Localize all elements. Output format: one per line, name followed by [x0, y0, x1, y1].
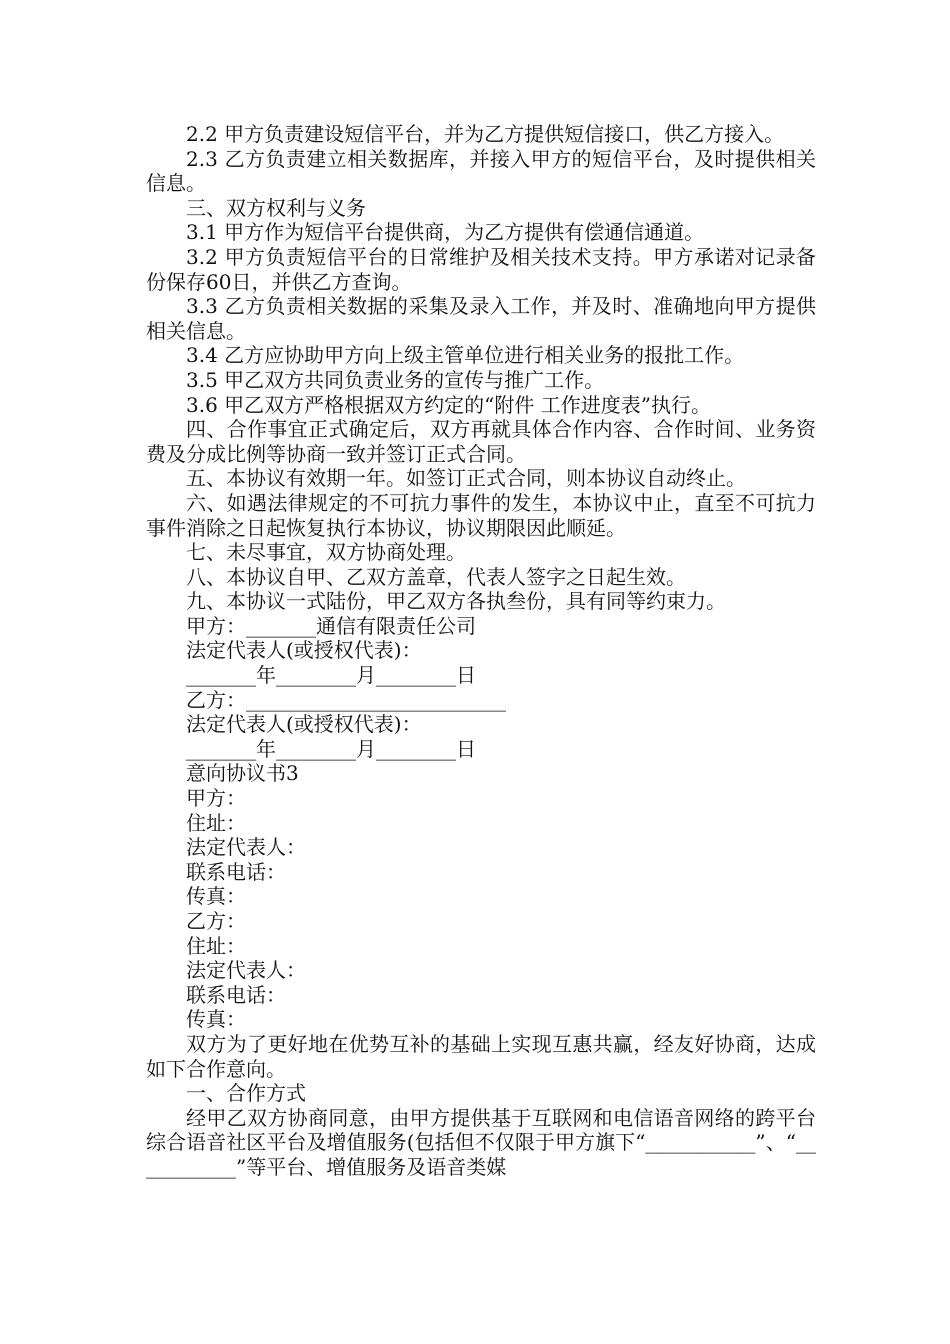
section-4: 四、合作事宜正式确定后，双方再就具体合作内容、合作时间、业务资费及分成比例等协商一致并签订正式合同。: [146, 417, 816, 466]
clause-2-3: 2.3 乙方负责建立相关数据库，并接入甲方的短信平台，及时提供相关信息。: [146, 146, 816, 196]
clause-3-5: 3.5 甲乙双方共同负责业务的宣传与推广工作。: [186, 367, 605, 392]
clause-3-4: 3.4 乙方应协助甲方向上级主管单位进行相关业务的报批工作。: [186, 343, 745, 368]
cooperation-method: 经甲乙双方协商同意，由甲方提供基于互联网和电信语音网络的跨平台综合语音社区平台及增值服务(包括但不仅限于甲方旗下“___________”、“___________”等平台、增值服务及语音类媒: [146, 1105, 816, 1179]
clause-3-3: 3.3 乙方负责相关数据的采集及录入工作，并及时、准确地向甲方提供相关信息。: [146, 294, 816, 343]
section-3-heading: 三、双方权利与义务: [186, 195, 366, 220]
clause-2-2: 2.2 甲方负责建设短信平台，并为乙方提供短信接口，供乙方接入。: [186, 122, 785, 146]
party-b-legal-rep: 法定代表人：: [186, 958, 306, 983]
agreement-3-title: 意向协议书3: [186, 761, 299, 786]
party-b-representative: 法定代表人(或授权代表)：: [186, 712, 422, 737]
document-page: [146, 122, 816, 1180]
party-a-fax: 传真：: [186, 884, 246, 909]
party-a-address: 住址：: [186, 810, 246, 835]
section-5: 五、本协议有效期一年。如签订正式合同，则本协议自动终止。: [186, 466, 746, 491]
party-a-legal-rep: 法定代表人：: [186, 835, 306, 860]
section-1-heading: 一、合作方式: [186, 1081, 306, 1106]
party-b-address: 住址：: [186, 933, 246, 958]
party-b-label: 乙方：: [186, 909, 246, 933]
party-a-phone: 联系电话：: [186, 859, 286, 884]
party-b-signature: 乙方：__________________________: [186, 687, 506, 712]
section-6: 六、如遇法律规定的不可抗力事件的发生，本协议中止，直至不可抗力事件消除之日起恢复执行本协议，协议期限因此顺延。: [146, 490, 816, 540]
party-b-date: _______年________月________日: [186, 736, 476, 761]
clause-3-2: 3.2 甲方负责短信平台的日常维护及相关技术支持。甲方承诺对记录备份保存60日，并供乙方查询。: [146, 244, 816, 294]
party-a-date: _______年________月________日: [186, 663, 476, 688]
party-b-fax: 传真：: [186, 1007, 246, 1032]
party-a-representative: 法定代表人(或授权代表)：: [186, 638, 422, 663]
party-a-label: 甲方：: [186, 786, 246, 811]
party-a-signature: 甲方：_______通信有限责任公司: [186, 613, 476, 638]
section-8: 八、本协议自甲、乙双方盖章，代表人签字之日起生效。: [186, 564, 686, 589]
section-7: 七、未尽事宜，双方协商处理。: [186, 540, 466, 565]
preamble: 双方为了更好地在优势互补的基础上实现互惠共赢，经友好协商，达成如下合作意向。: [146, 1031, 816, 1081]
section-9: 九、本协议一式陆份，甲乙双方各执叁份，具有同等约束力。: [186, 589, 726, 614]
clause-3-6: 3.6 甲乙双方严格根据双方约定的“附件 工作进度表”执行。: [186, 392, 711, 417]
party-b-phone: 联系电话：: [186, 982, 286, 1007]
clause-3-1: 3.1 甲方作为短信平台提供商，为乙方提供有偿通信通道。: [186, 220, 705, 245]
